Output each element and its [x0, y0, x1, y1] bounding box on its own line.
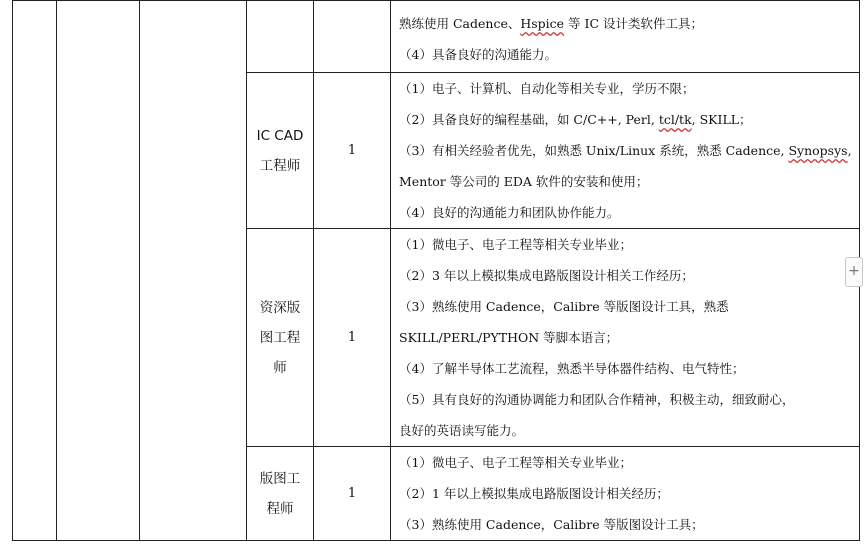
requirements-cell	[391, 229, 860, 447]
requirement-line: SKILL/PERL/PYTHON 等脚本语言；	[399, 330, 619, 345]
requirement-line: （4）具备良好的沟通能力。	[399, 47, 557, 62]
requirement-line: （1）微电子、电子工程等相关专业毕业；	[399, 455, 632, 470]
position-title: 工程师	[259, 157, 301, 174]
position-cell	[247, 73, 314, 229]
table-cell-col2	[57, 1, 140, 541]
requirement-line: （1）微电子、电子工程等相关专业毕业；	[399, 237, 632, 252]
position-title: 程师	[266, 500, 294, 517]
requirement-line: Mentor 等公司的 EDA 软件的安装和使用；	[399, 174, 649, 189]
spellcheck-word: Synopsys	[788, 143, 848, 158]
requirement-line: （4）良好的沟通能力和团队协作能力。	[399, 205, 620, 220]
table-cell-col1	[13, 1, 57, 541]
plus-icon: +	[848, 263, 860, 279]
position-title: IC CAD	[256, 127, 304, 144]
position-title: 版图工	[259, 470, 301, 487]
requirement-line: （3）熟练使用 Cadence，Calibre 等版图设计工具，熟悉	[399, 299, 729, 314]
requirement-line: （2）3 年以上模拟集成电路版图设计相关工作经历；	[399, 268, 694, 283]
spellcheck-word: Hspice	[520, 16, 565, 31]
requirement-line: （3）有相关经验者优先，如熟悉 Unix/Linux 系统，熟悉 Cadence, Synopsys,	[399, 143, 852, 158]
position-cell	[247, 229, 314, 447]
table-row	[13, 1, 860, 73]
position-cell	[247, 1, 314, 73]
count-cell: 1	[314, 73, 391, 229]
requirement-line: 良好的英语读写能力。	[399, 423, 525, 438]
position-title: 资深版	[259, 299, 301, 316]
count-cell: 1	[314, 447, 391, 541]
requirements-cell	[391, 1, 860, 73]
position-cell	[247, 447, 314, 541]
position-title: 图工程	[259, 329, 301, 346]
requirement-line: （4）了解半导体工艺流程，熟悉半导体器件结构、电气特性；	[399, 361, 745, 376]
requirement-line: （2）1 年以上模拟集成电路版图设计相关经历；	[399, 486, 669, 501]
requirement-line: 熟练使用 Cadence、Hspice 等 IC 设计类软件工具；	[399, 16, 703, 31]
requirement-line: （3）熟练使用 Cadence，Calibre 等版图设计工具；	[399, 517, 704, 532]
requirement-line: （1）电子、计算机、自动化等相关专业，学历不限；	[399, 81, 695, 96]
add-row-button[interactable]	[845, 257, 863, 287]
requirements-cell	[391, 73, 860, 229]
requirement-line: （5）具有良好的沟通协调能力和团队合作精神，积极主动，细致耐心，	[399, 392, 795, 407]
table-cell-col3	[140, 1, 247, 541]
requirement-line: （2）具备良好的编程基础，如 C/C++, Perl, tcl/tk, SKILL；	[399, 112, 752, 127]
count-cell: 1	[314, 229, 391, 447]
position-title: 师	[273, 359, 287, 376]
document-page	[12, 0, 852, 540]
count-cell	[314, 1, 391, 73]
spellcheck-word: tcl/tk	[658, 112, 692, 127]
job-requirements-table	[12, 0, 860, 541]
requirements-cell	[391, 447, 860, 541]
